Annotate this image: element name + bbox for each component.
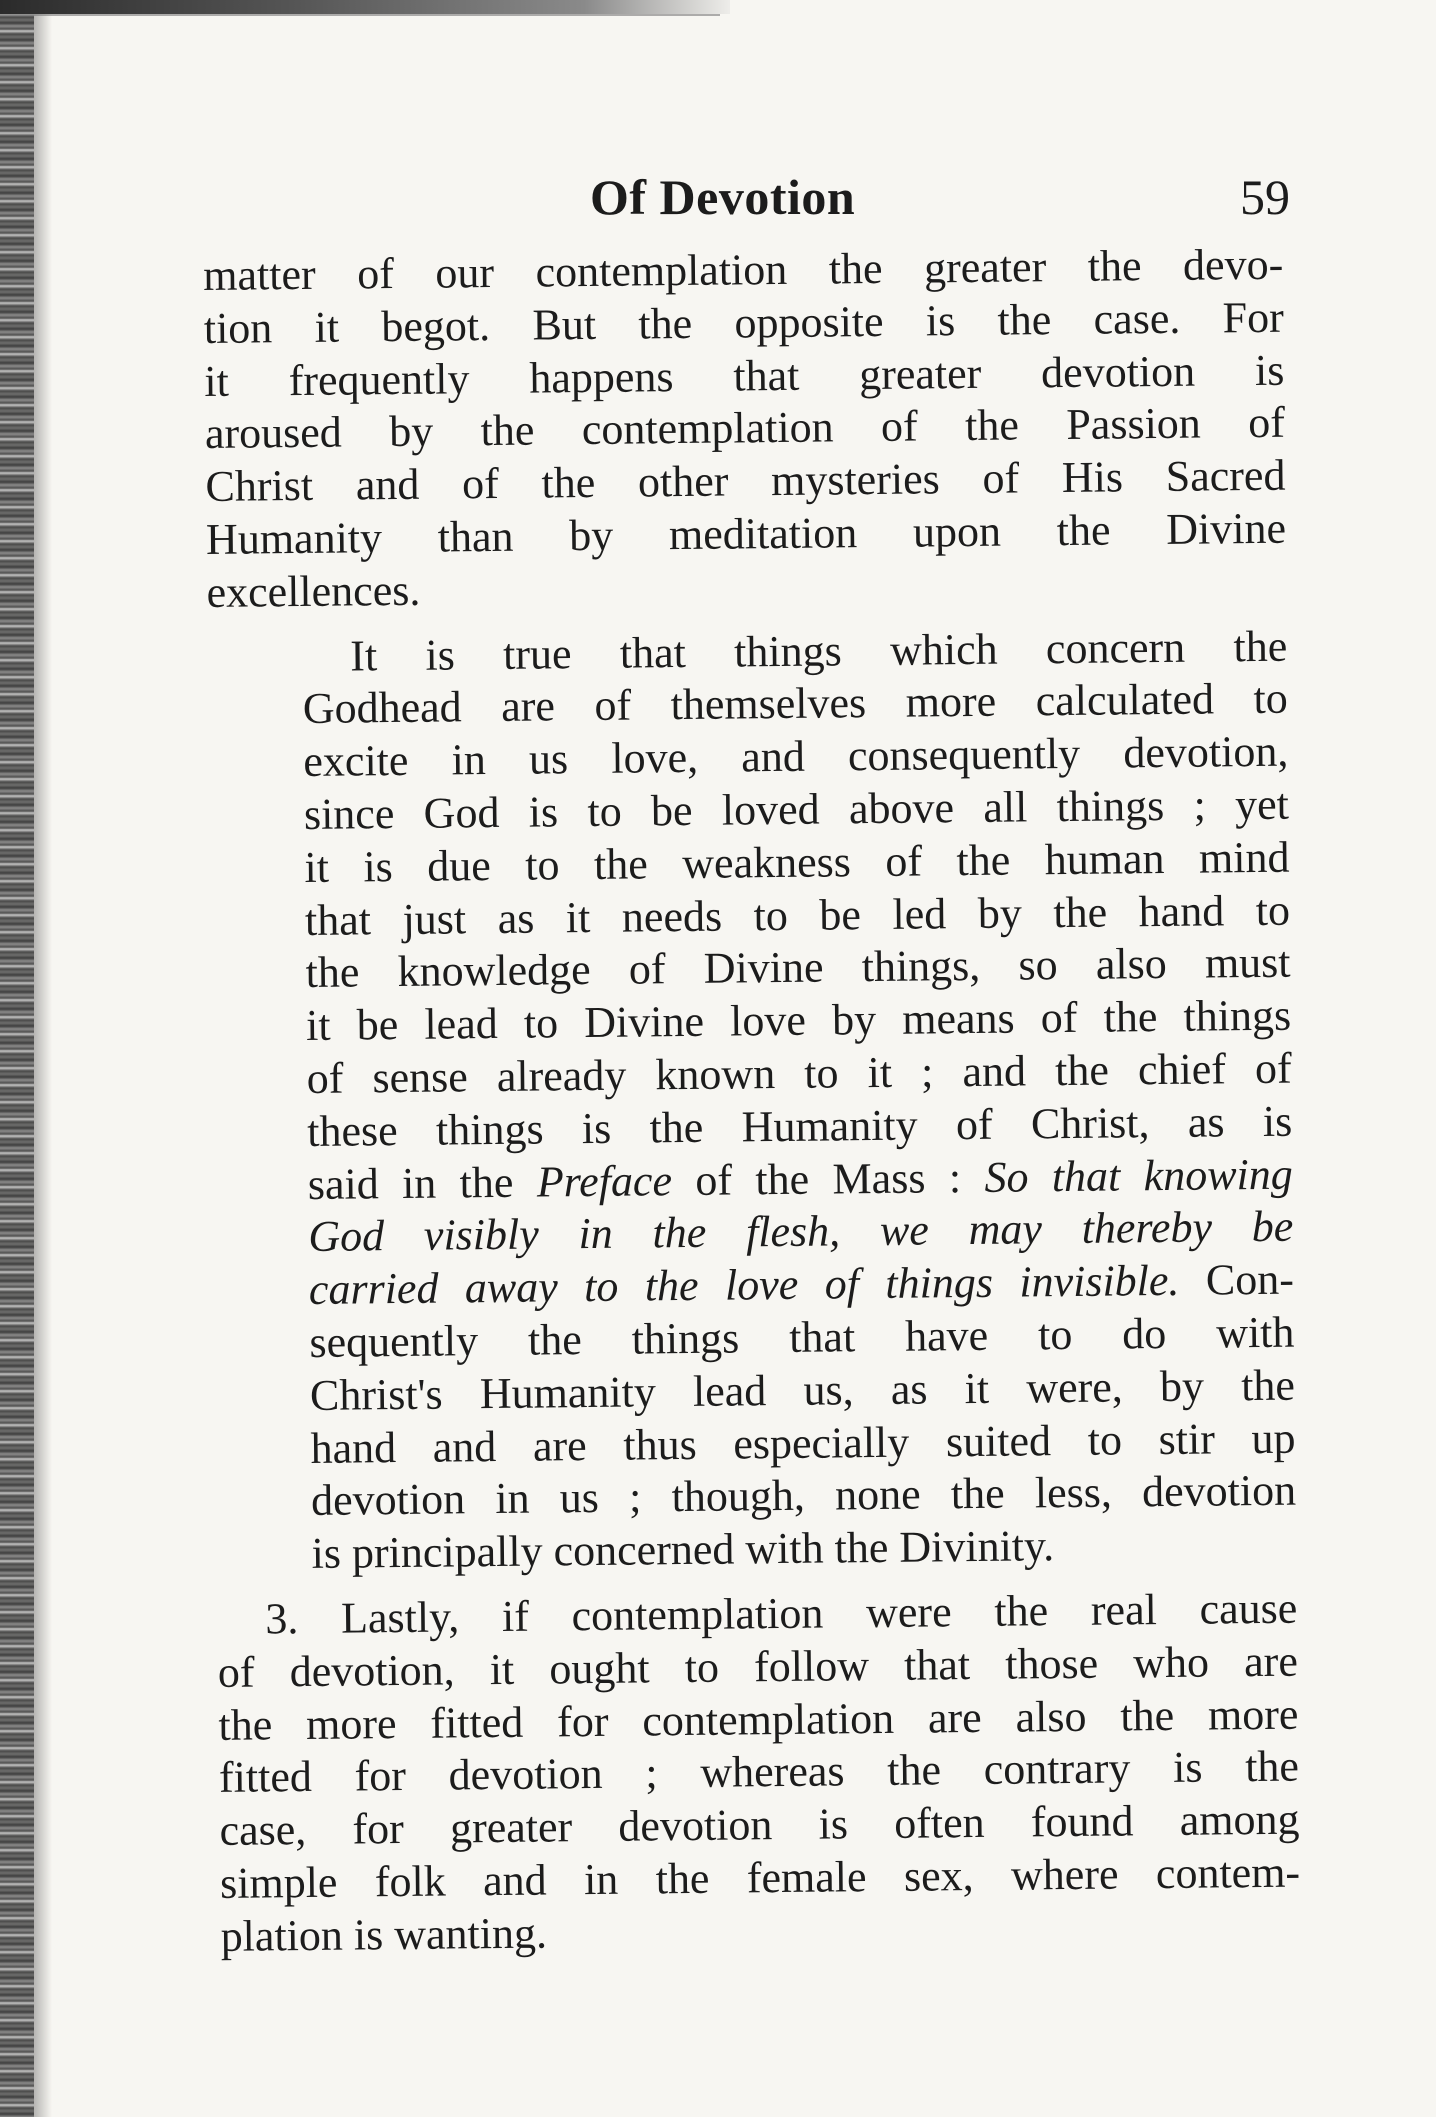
text-run-italic: So that knowing: [984, 1149, 1293, 1202]
page-number: 59: [1240, 169, 1290, 225]
text-line: since God is to be loved above all things ; yet: [303, 779, 1290, 839]
text-line: case, for greater devotion is often found among: [219, 1794, 1300, 1856]
text-line: of sense already known to it ; and the chief of: [306, 1043, 1292, 1103]
text-line: excite in us love, and consequently devotion,: [303, 726, 1289, 787]
text-line: the more fitted for contemplation are also the more: [218, 1689, 1299, 1750]
text-line: these things is the Humanity of Christ, as is: [306, 1096, 1293, 1156]
text-line: devotion in us ; though, none the less, devotion: [310, 1465, 1297, 1526]
text-line: sequently the things that have to do with: [309, 1307, 1295, 1367]
paragraph-2: [302, 620, 1297, 1581]
text-line: of devotion, it ought to follow that those who are: [217, 1636, 1299, 1697]
text-line: that just as it needs to be led by the hand to: [304, 885, 1291, 945]
running-title: Of Devotion: [590, 169, 856, 225]
text-line: 3. Lastly, if contemplation were the real cause: [265, 1583, 1298, 1644]
body-text: [203, 239, 1301, 1964]
text-line: matter of our contemplation the greater the devo-: [203, 239, 1284, 300]
text-run: Con-: [1179, 1254, 1295, 1305]
scan-edge-top: [0, 0, 730, 14]
text-line: it is due to the weakness of the human mind: [304, 832, 1290, 892]
scan-edge-left: [0, 0, 34, 2117]
paragraph-1: [203, 239, 1287, 620]
page-header: [170, 168, 1290, 238]
text-line: the knowledge of Divine things, so also must: [305, 938, 1291, 998]
text-line: plation is wanting.: [220, 1908, 548, 1961]
text-line: hand and are thus especially suited to stir up: [310, 1413, 1296, 1473]
text-line: simple folk and in the female sex, where contem-: [219, 1847, 1301, 1908]
text-run: of the Mass :: [671, 1152, 985, 1205]
text-line: Christ's Humanity lead us, as it were, by the: [309, 1360, 1296, 1420]
scan-edge-shadow: [34, 0, 52, 2117]
text-run: said in the: [307, 1157, 538, 1209]
text-line: tion it begot. But the opposite is the case. For: [203, 292, 1285, 353]
text-line: Humanity than by meditation upon the Divine: [205, 503, 1287, 564]
text-run-italic: carried away to the love of things invisible.: [308, 1255, 1180, 1315]
text-line: fitted for devotion ; whereas the contrary is the: [218, 1741, 1300, 1803]
text-line: it frequently happens that greater devotion is: [204, 345, 1285, 406]
text-run-italic: Preface: [536, 1155, 673, 1207]
text-line: Christ and of the other mysteries of His Sacred: [205, 450, 1286, 512]
text-line: is principally concerned with the Divinity.: [311, 1521, 1055, 1579]
text-line: It is true that things which concern the: [349, 621, 1288, 681]
scan-edge-top-line: [0, 14, 720, 16]
text-line: Godhead are of themselves more calculated to: [302, 674, 1289, 734]
text-line: excellences.: [206, 565, 421, 617]
text-line: aroused by the contemplation of the Passion of: [204, 398, 1286, 459]
text-line: it be lead to Divine love by means of the things: [305, 990, 1292, 1051]
text-line-italic: God visibly in the flesh, we may thereby be: [308, 1201, 1294, 1262]
paragraph-3: [217, 1583, 1301, 1964]
